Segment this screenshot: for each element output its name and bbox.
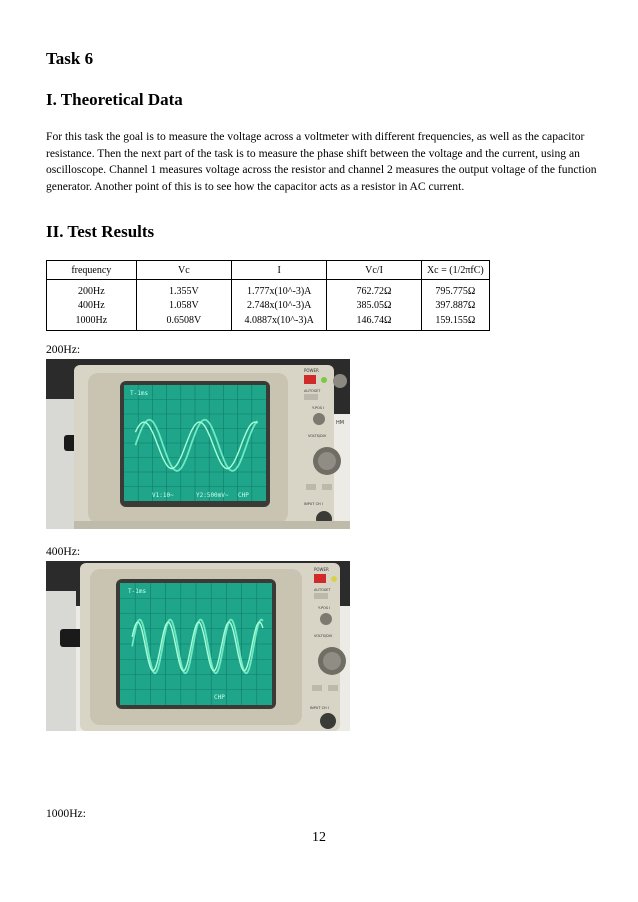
desk-surface bbox=[46, 399, 74, 529]
col-header-frequency: frequency bbox=[47, 261, 137, 280]
table-cell: 1.777x(10^-3)A bbox=[232, 280, 327, 299]
col-header-current: I bbox=[232, 261, 327, 280]
input-label: INPUT CH I bbox=[310, 706, 329, 710]
figure-label-400hz: 400Hz: bbox=[46, 545, 81, 558]
dual-button bbox=[328, 685, 338, 691]
ypos-knob bbox=[320, 613, 332, 625]
table-cell: 385.05Ω bbox=[327, 299, 421, 314]
input-label: INPUT CH I bbox=[304, 502, 323, 506]
dual-button bbox=[322, 484, 332, 490]
table-cell: 400Hz bbox=[47, 299, 137, 314]
table-cell: 146.74Ω bbox=[327, 313, 421, 330]
power-led-icon bbox=[331, 576, 337, 582]
autoset-button bbox=[304, 394, 318, 400]
task-title: Task 6 bbox=[46, 49, 94, 68]
brand-label: HM bbox=[336, 420, 345, 426]
table-cell: 200Hz bbox=[47, 280, 137, 299]
front-panel-strip bbox=[74, 521, 350, 529]
power-label: POWER bbox=[314, 567, 329, 572]
power-button bbox=[314, 574, 326, 583]
table-cell: 0.6508V bbox=[136, 313, 231, 330]
desk-surface bbox=[46, 591, 76, 731]
col-header-xc: Xc = (1/2πfC) bbox=[421, 261, 489, 280]
section-results-title: II. Test Results bbox=[46, 222, 155, 241]
table-cell: 4.0887x(10^-3)A bbox=[232, 313, 327, 330]
ypos-label: Y-POS I bbox=[318, 606, 331, 610]
table-cell: 1.058V bbox=[136, 299, 231, 314]
page-number: 12 bbox=[312, 830, 326, 845]
ch-button bbox=[306, 484, 316, 490]
table-cell: 762.72Ω bbox=[327, 280, 421, 299]
col-header-vc: Vc bbox=[136, 261, 231, 280]
col-header-vc-over-i: Vc/I bbox=[327, 261, 421, 280]
screen-readout-time: T-1ms bbox=[130, 390, 149, 397]
input-bnc-connector bbox=[320, 713, 336, 729]
autoset-button bbox=[314, 593, 328, 599]
screen-readout-time: T-1ms bbox=[128, 588, 147, 595]
table-cell: 1000Hz bbox=[47, 313, 137, 330]
table-row bbox=[47, 313, 490, 330]
screen-readout-ch1: V1:10~ bbox=[152, 492, 174, 499]
volts-div-label: VOLTS/DIV bbox=[308, 434, 327, 438]
volts-div-label: VOLTS/DIV bbox=[314, 634, 333, 638]
intensity-knob bbox=[333, 374, 347, 388]
screen-readout-ch2: Y2:500mV~ bbox=[196, 492, 229, 499]
oscilloscope-photo-200hz bbox=[46, 359, 350, 529]
table-cell: 159.155Ω bbox=[421, 313, 489, 330]
table-cell: 397.887Ω bbox=[421, 299, 489, 314]
ypos-label: Y-POS I bbox=[312, 406, 325, 410]
figure-label-200hz: 200Hz: bbox=[46, 343, 81, 356]
table-row bbox=[47, 299, 490, 314]
table-cell: 795.775Ω bbox=[421, 280, 489, 299]
table-cell: 1.355V bbox=[136, 280, 231, 299]
figure-label-1000hz: 1000Hz: bbox=[46, 807, 86, 820]
volts-div-knob-cap bbox=[323, 652, 341, 670]
section-theoretical-title: I. Theoretical Data bbox=[46, 90, 183, 109]
results-table bbox=[46, 260, 490, 331]
screen-readout-mode: CHP bbox=[238, 492, 249, 499]
ypos-knob bbox=[313, 413, 325, 425]
volts-div-knob-cap bbox=[318, 452, 336, 470]
ch-button bbox=[312, 685, 322, 691]
power-led-icon bbox=[321, 377, 327, 383]
autoset-label: AUTOSET bbox=[304, 389, 321, 393]
power-button bbox=[304, 375, 316, 384]
table-cell: 2.748x(10^-3)A bbox=[232, 299, 327, 314]
autoset-label: AUTOSET bbox=[314, 588, 331, 592]
table-header-row bbox=[47, 261, 490, 280]
oscilloscope-photo-400hz bbox=[46, 561, 350, 731]
table-row bbox=[47, 280, 490, 299]
screen-readout-mode: CHP bbox=[214, 694, 225, 701]
section-theoretical-paragraph: For this task the goal is to measure the voltage across a voltmeter with different frequencies, as well as the capacitor resistance. Then the next part of the task is to measure the phase shift between the voltage and the current, using an oscilloscope. Channel 1 measures voltage across the resistor and channel 2 measures the output voltage of the function generator. Another point of this is to see how the capacitor acts as a resistor in AC current. bbox=[46, 130, 597, 194]
power-label: POWER bbox=[304, 368, 319, 373]
